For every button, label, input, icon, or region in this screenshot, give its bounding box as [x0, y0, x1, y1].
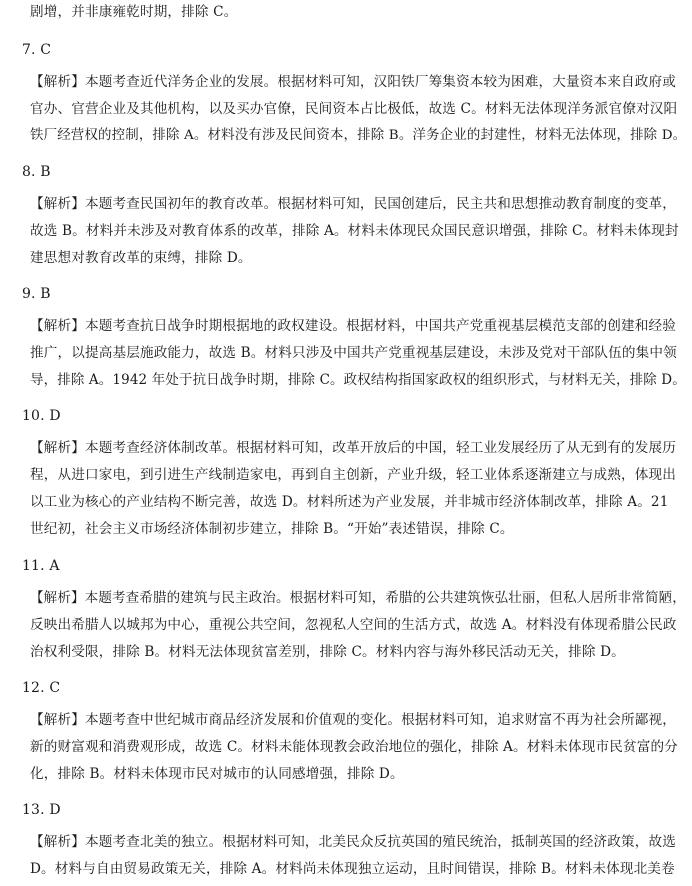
analysis-line: 程，从进口家电，到引进生产线制造家电，再到自主创新，产业升级，轻工业体系逐渐建立与成熟，体现出 — [30, 467, 676, 483]
continuation-line: 剧增，并非康雍乾时期，排除 C。 — [30, 4, 238, 20]
analysis-line: 铁厂经营权的控制，排除 A。材料没有涉及民间资本，排除 B。洋务企业的封建性，材料无法体现，排除 D。 — [30, 128, 687, 143]
analysis-line: 【解析】本题考查近代洋务企业的发展。根据材料可知，汉阳铁厂筹集资本较为困难，大量资本来自政府或 — [30, 74, 676, 90]
question-number: 11. A — [22, 558, 60, 574]
analysis-line: 【解析】本题考查经济体制改革。根据材料可知，改革开放后的中国，轻工业发展经历了从无到有的发展历 — [30, 440, 676, 456]
analysis-line: 故选 B。材料并未涉及对教育体系的改革，排除 A。材料未体现民众国民意识增强，排除 C。材料未体现封 — [30, 223, 679, 239]
analysis-line: 官办、官营企业及其他机构，以及买办官僚，民间资本占比极低，故选 C。材料无法体现洋务派官僚对汉阳 — [30, 101, 678, 117]
analysis-line: 【解析】本题考查北美的独立。根据材料可知，北美民众反抗英国的殖民统治，抵制英国的经济政策，故选 — [30, 834, 676, 850]
analysis-line: 【解析】本题考查希腊的建筑与民主政治。根据材料可知，希腊的公共建筑恢弘壮丽，但私人居所非常简陋， — [30, 590, 686, 606]
analysis-line: 建思想对教育改革的束缚，排除 D。 — [30, 250, 252, 266]
analysis-line: 【解析】本题考查民国初年的教育改革。根据材料可知，民国创建后，民主共和思想推动教育制度的变革， — [30, 196, 676, 212]
analysis-line: 以工业为核心的产业结构不断完善，故选 D。材料所述为产业发展，并非城市经济体制改革，排除 A。21 — [30, 494, 669, 510]
question-number: 10. D — [22, 408, 61, 424]
question-number: 9. B — [22, 286, 51, 302]
analysis-line: 世纪初，社会主义市场经济体制初步建立，排除 B。“开始”表述错误，排除 C。 — [30, 521, 514, 537]
question-number: 8. B — [22, 164, 51, 180]
question-number: 13. D — [22, 802, 61, 818]
analysis-line: 【解析】本题考查中世纪城市商品经济发展和价值观的变化。根据材料可知，追求财富不再为社会所鄙视， — [30, 712, 676, 728]
question-number: 12. C — [22, 680, 61, 696]
analysis-line: D。材料与自由贸易政策无关，排除 A。材料尚未体现独立运动，且时间错误，排除 B。材料未体现北美卷 — [30, 861, 675, 877]
analysis-line: 导，排除 A。1942 年处于抗日战争时期，排除 C。政权结构指国家政权的组织形式，与材料无关，排除 D。 — [30, 372, 686, 388]
analysis-line: 推广，以提高基层施政能力，故选 B。材料只涉及中国共产党重视基层建设，未涉及党对干部队伍的集中领 — [30, 345, 677, 361]
analysis-line: 治权利受限，排除 B。材料无法体现贫富差别，排除 C。材料内容与海外移民活动无关，排除 D。 — [30, 644, 625, 660]
question-number: 7. C — [22, 42, 52, 58]
analysis-line: 反映出希腊人以城邦为中心，重视公共空间，忽视私人空间的生活方式，故选 A。材料没有体现希腊公民政 — [30, 617, 677, 633]
analysis-line: 化，排除 B。材料未体现市民对城市的认同感增强，排除 D。 — [30, 766, 404, 782]
analysis-line: 新的财富观和消费观形成，故选 C。材料未能体现教会政治地位的强化，排除 A。材料未体现市民贫富的分 — [30, 739, 678, 755]
analysis-line: 【解析】本题考查抗日战争时期根据地的政权建设。根据材料，中国共产党重视基层模范支部的创建和经验 — [30, 318, 676, 334]
